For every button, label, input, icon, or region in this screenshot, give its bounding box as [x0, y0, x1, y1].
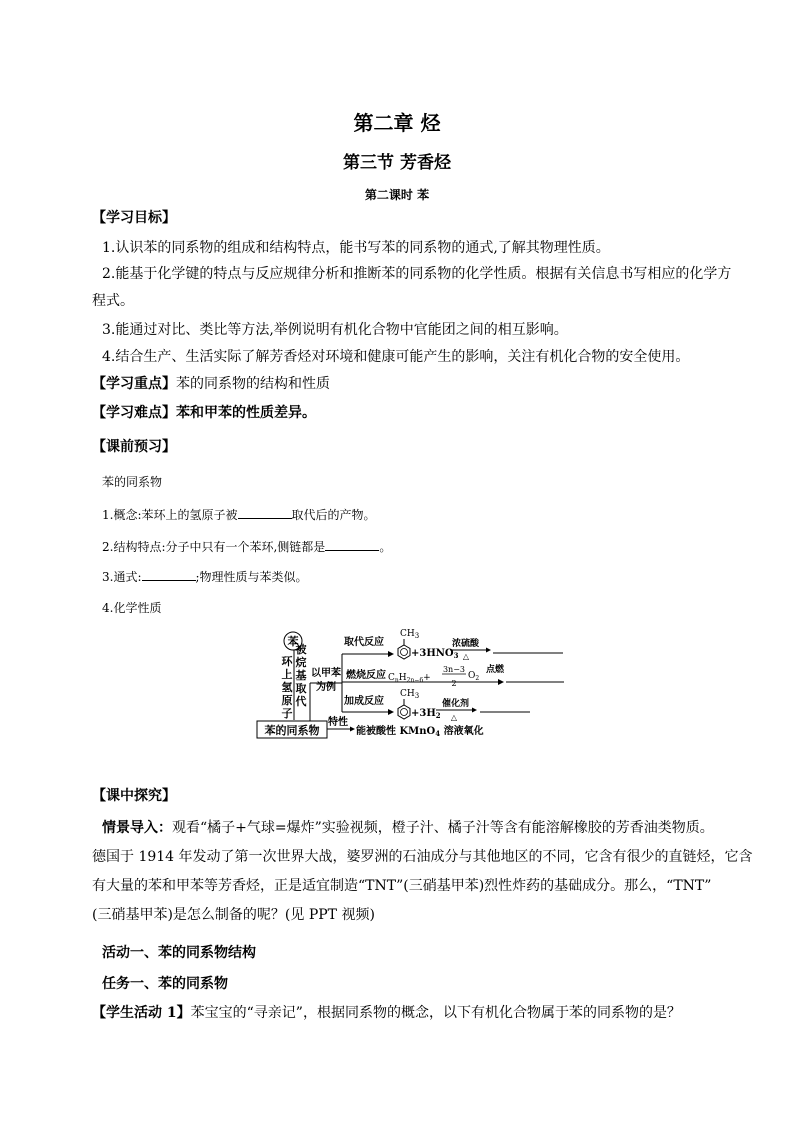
example-label-2: 为例: [316, 682, 336, 693]
inclass-label: 【课中探究】: [92, 788, 176, 804]
blank-1[interactable]: [238, 506, 292, 519]
branch3-label: 加成反应: [344, 696, 384, 707]
branch2-frac-den: 2: [451, 679, 457, 688]
preview-item-2-text: 2.结构特点:分子中只有一个苯环,侧链都是: [102, 540, 326, 554]
focus-line: [92, 374, 330, 394]
vert-right-1: 烷: [295, 656, 307, 669]
preview-item-3-end: ;物理性质与苯类似。: [195, 570, 308, 584]
vert-right-2: 基: [295, 669, 307, 682]
benzene-ring-3: [398, 705, 410, 719]
preview-item-3: [102, 568, 308, 585]
difficulty-label: 【学习难点】: [92, 405, 176, 421]
methyl-1: $CH_3$: [400, 629, 420, 640]
objective-3: 3.能通过对比、类比等方法,举例说明有机化合物中官能团之间的相互影响。: [102, 322, 568, 338]
intro-label: 情景导入：: [102, 820, 172, 836]
vert-left-1: 上: [281, 668, 293, 681]
preview-item-3-text: 3.通式:: [102, 570, 142, 584]
branch1-cond: △: [462, 652, 470, 661]
branch1-label: 取代反应: [344, 637, 384, 648]
special-label: 特性: [328, 717, 348, 728]
preview-item-4: 4.化学性质: [102, 601, 162, 615]
branch3-catalyst: 催化剂: [442, 699, 470, 709]
branch2-cond: 点燃: [486, 665, 505, 675]
methyl-3: $CH_3$: [400, 689, 420, 700]
student-activity-text: 苯宝宝的“寻亲记”，根据同系物的概念，以下有机化合物属于苯的同系物的是？: [190, 1005, 681, 1021]
objective-1: 1.认识苯的同系物的组成和结构特点，能书写苯的同系物的通式,了解其物理性质。: [102, 240, 610, 256]
blank-3[interactable]: [142, 568, 196, 581]
focus-label: 【学习重点】: [92, 376, 176, 392]
intro-text-1: 观看“橘子+气球=爆炸”实验视频，橙子汁、橘子汁等含有能溶解橡胶的芳香油类物质。: [172, 820, 714, 836]
student-activity-label: 【学生活动 1】: [92, 1005, 191, 1021]
intro-line-2: 德国于 1914 年发动了第一次世界大战，婆罗洲的石油成分与其他地区的不同，它含有很少的直链烃，它含: [92, 849, 753, 865]
vert-right-3: 取: [295, 682, 307, 695]
vert-right-0: 被: [295, 643, 307, 656]
branch2-o2: $O_2$: [468, 671, 480, 682]
branch1-catalyst: 浓硫酸: [452, 639, 480, 649]
vert-left-2: 氢: [281, 681, 293, 694]
focus-text: 苯的同系物的结构和性质: [176, 376, 330, 392]
task-heading: 任务一、苯的同系物: [102, 976, 228, 992]
difficulty-text: 苯和甲苯的性质差异。: [176, 405, 316, 421]
intro-line-4: (三硝基甲苯)是怎么制备的呢？(见 PPT 视频): [92, 907, 375, 923]
branch3-formula: $+3H_2$: [411, 708, 441, 720]
objective-2-cont: 程式。: [92, 293, 134, 309]
blank-2[interactable]: [325, 538, 379, 551]
section-title: 第三节 芳香烃: [343, 153, 451, 173]
objectives-label: 【学习目标】: [92, 210, 176, 226]
branch2-formula: $C_nH_{2n-6}+$: [388, 673, 431, 684]
lesson-title: 第二课时 苯: [364, 188, 430, 202]
preview-item-2-end: 。: [379, 540, 392, 554]
student-activity-line: [92, 1003, 681, 1023]
vert-left-4: 子: [281, 707, 293, 720]
preview-heading: 苯的同系物: [102, 475, 163, 489]
difficulty-line: [92, 403, 316, 423]
branch2-frac-num: 3n−3: [442, 665, 466, 674]
benzene-homolog-diagram: [250, 628, 570, 746]
intro-line-3: 有大量的苯和甲苯等芳香烃，正是适宜制造“TNT”(三硝基甲苯)烈性炸药的基础成分。那么，“TNT”: [92, 878, 712, 894]
branch2-label: 燃烧反应: [346, 670, 386, 681]
vert-right-4: 代: [295, 695, 307, 708]
preview-item-2: [102, 538, 391, 555]
activity-heading: 活动一、苯的同系物结构: [102, 945, 256, 961]
intro-line-1: [102, 818, 714, 838]
benzene-label: 苯: [287, 635, 299, 648]
preview-label: 【课前预习】: [92, 439, 176, 455]
preview-item-1-text: 1.概念:苯环上的氢原子被: [102, 508, 238, 522]
chapter-title: 第二章 烃: [353, 111, 441, 135]
preview-item-1-end: 取代后的产物。: [291, 508, 376, 522]
example-label-1: 以甲苯: [311, 668, 341, 679]
preview-item-1: [102, 506, 376, 523]
objective-2: 2.能基于化学键的特点与反应规律分析和推断苯的同系物的化学性质。根据有关信息书写相应的化学方: [102, 266, 732, 282]
branch1-formula: $+3HNO_3$: [411, 648, 459, 660]
homolog-box-label: 苯的同系物: [264, 724, 320, 737]
benzene-ring-1: [398, 645, 410, 659]
vert-left-3: 原: [281, 694, 293, 707]
vert-left-0: 环: [281, 655, 293, 668]
special-text: 能被酸性 KMnO$_4$ 溶液氧化: [356, 726, 484, 738]
objective-4: 4.结合生产、生活实际了解芳香烃对环境和健康可能产生的影响，关注有机化合物的安全使用。: [102, 349, 690, 365]
branch3-cond: △: [450, 713, 458, 722]
